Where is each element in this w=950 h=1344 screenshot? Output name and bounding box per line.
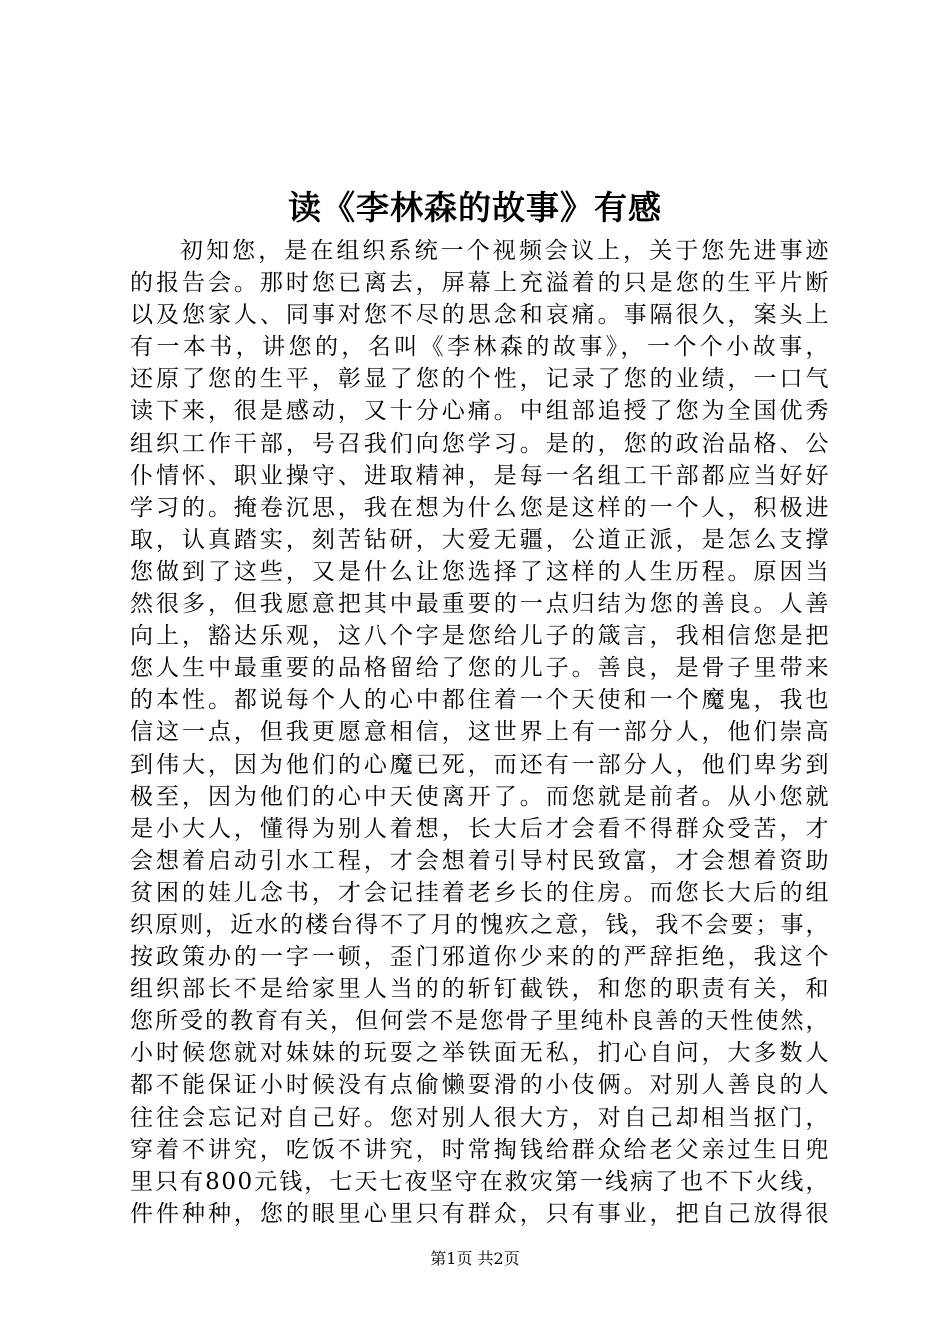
body-line: 取，认真踏实，刻苦钻研，大爱无疆，公道正派，是怎么支撑	[130, 526, 830, 553]
body-line: 小时候您就对妹妹的玩耍之举铁面无私，扪心自问，大多数人	[130, 1040, 830, 1067]
body-line: 都不能保证小时候没有点偷懒耍滑的小伎俩。对别人善良的人	[130, 1072, 830, 1099]
body-line: 读下来，很是感动，又十分心痛。中组部追授了您为全国优秀	[130, 398, 830, 425]
body-line: 到伟大，因为他们的心魔已死，而还有一部分人，他们卑劣到	[130, 751, 830, 778]
body-line: 然很多，但我愿意把其中最重要的一点归结为您的善良。人善	[130, 591, 830, 618]
body-line: 往往会忘记对自己好。您对别人很大方，对自己却相当抠门，	[130, 1104, 830, 1131]
body-line: 组织部长不是给家里人当的的斩钉截铁，和您的职责有关，和	[130, 976, 830, 1003]
body-line: 的报告会。那时您已离去，屏幕上充溢着的只是您的生平片断	[130, 270, 830, 297]
body-line: 以及您家人、同事对您不尽的思念和哀痛。事隔很久，案头上	[130, 302, 830, 329]
body-line: 您做到了这些，又是什么让您选择了这样的人生历程。原因当	[130, 558, 830, 585]
body-line: 组织工作干部，号召我们向您学习。是的，您的政治品格、公	[130, 430, 830, 457]
body-line: 信这一点，但我更愿意相信，这世界上有一部分人，他们崇高	[130, 719, 830, 746]
body-line: 穿着不讲究，吃饭不讲究，时常掏钱给群众给老父亲过生日兜	[130, 1136, 830, 1163]
body-line: 学习的。掩卷沉思，我在想为什么您是这样的一个人，积极进	[130, 494, 830, 521]
body-line: 仆情怀、职业操守、进取精神，是每一名组工干部都应当好好	[130, 462, 830, 489]
body-line: 您人生中最重要的品格留给了您的儿子。善良，是骨子里带来	[130, 655, 830, 682]
body-line: 的本性。都说每个人的心中都住着一个天使和一个魔鬼，我也	[130, 687, 830, 714]
document-body	[130, 235, 830, 1230]
body-line: 初知您，是在组织系统一个视频会议上，关于您先进事迹	[180, 238, 830, 264]
body-line: 件件种种，您的眼里心里只有群众，只有事业，把自己放得很	[130, 1200, 830, 1227]
page-number-footer: 第1页 共2页	[430, 1249, 520, 1268]
document-title: 读《李林森的故事》有感	[288, 188, 662, 227]
body-line: 极至，因为他们的心中天使离开了。而您就是前者。从小您就	[130, 783, 830, 810]
body-line: 还原了您的生平，彰显了您的个性，记录了您的业绩，一口气	[130, 366, 830, 393]
body-line: 贫困的娃儿念书，才会记挂着老乡长的住房。而您长大后的组	[130, 879, 830, 906]
body-line: 您所受的教育有关，但何尝不是您骨子里纯朴良善的天性使然，	[130, 1008, 830, 1035]
body-line: 织原则，近水的楼台得不了月的愧疚之意，钱，我不会要；事，	[130, 911, 830, 938]
body-line: 向上，豁达乐观，这八个字是您给儿子的箴言，我相信您是把	[130, 623, 830, 650]
body-line: 有一本书，讲您的，名叫《李林森的故事》，一个个小故事，	[130, 334, 830, 361]
body-line: 会想着启动引水工程，才会想着引导村民致富，才会想着资助	[130, 847, 830, 874]
body-line: 里只有800元钱，七天七夜坚守在救灾第一线病了也不下火线，	[130, 1168, 830, 1195]
body-line: 按政策办的一字一顿，歪门邪道你少来的的严辞拒绝，我这个	[130, 944, 830, 971]
body-line: 是小大人，懂得为别人着想，长大后才会看不得群众受苦，才	[130, 815, 830, 842]
